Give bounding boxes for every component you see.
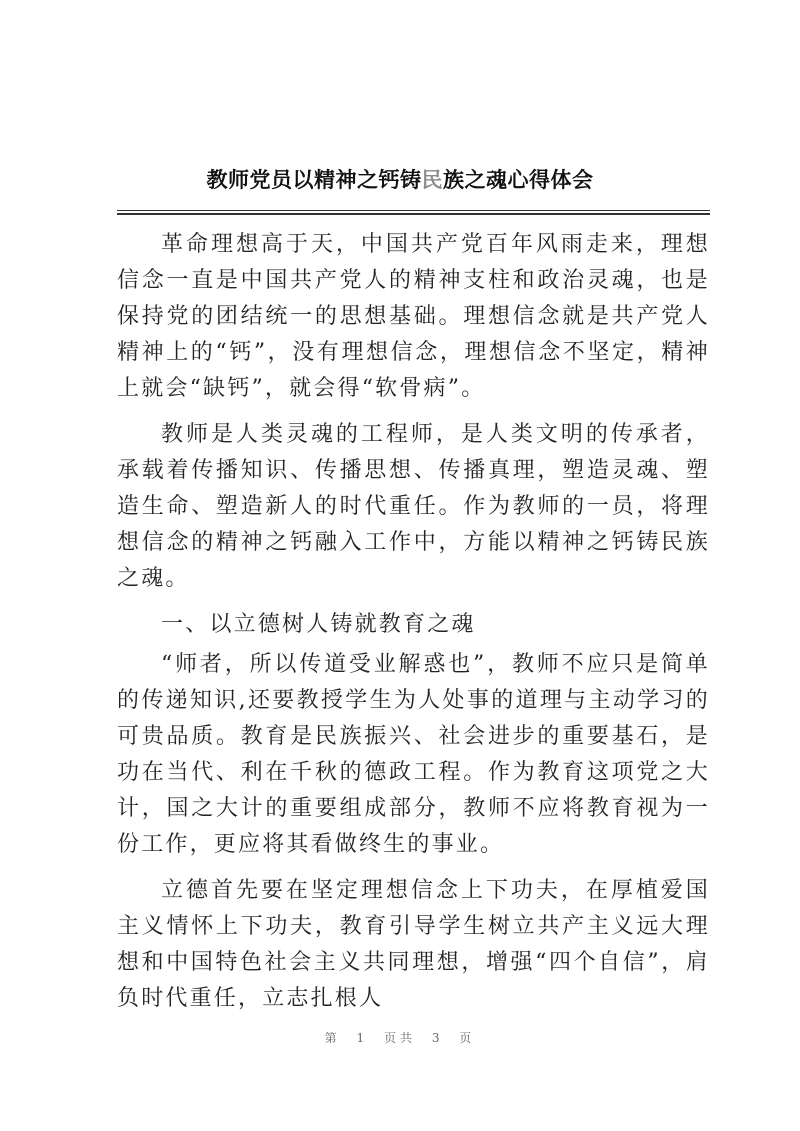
paragraph-4: 立德首先要在坚定理想信念上下功夫，在厚植爱国主义情怀上下功夫，教育引导学生树立共产主义远大理想和中国特色社会主义共同理想，增强“四个自信”，肩负时代重任，立志扎根人 [117, 878, 710, 1011]
footer-total-pages: 3 [431, 1031, 444, 1045]
document-body [117, 227, 710, 1027]
document-title [0, 164, 800, 194]
page-footer [0, 1029, 800, 1046]
paragraph-2: 教师是人类灵魂的工程师，是人类文明的传承者，承载着传播知识、传播思想、传播真理，塑造灵魂、塑造生命、塑造新人的时代重任。作为教师的一员，将理想信念的精神之钙融入工作中，方能以精神之钙铸民族之魂。 [117, 422, 710, 591]
title-part-2: 族之魂心得体会 [443, 168, 594, 192]
footer-middle: 页共 [383, 1031, 416, 1045]
paragraph-1: 革命理想高于天，中国共产党百年风雨走来，理想信念一直是中国共产党人的精神支柱和政治灵魂，也是保持党的团结统一的思想基础。理想信念就是共产党人精神上的“钙”，没有理想信念，理想信念不坚定，精神上就会“缺钙”，就会得“软骨病”。 [117, 232, 710, 401]
section-heading-1: 一、以立德树人铸就教育之魂 [161, 612, 476, 637]
footer-prefix: 第 [324, 1031, 341, 1045]
paragraph-3: “师者，所以传道受业解惑也”，教师不应只是简单的传递知识,还要教授学生为人处事的道理与主动学习的可贵品质。教育是民族振兴、社会进步的重要基石，是功在当代、利在千秋的德政工程。作为教育这项党之大计，国之大计的重要组成部分，教师不应将教育视为一份工作，更应将其看做终生的事业。 [117, 652, 710, 857]
title-highlight: 民 [421, 168, 443, 192]
title-divider [117, 210, 710, 215]
title-part-1: 教师党员以精神之钙铸 [206, 168, 422, 192]
footer-current-page: 1 [356, 1031, 369, 1045]
footer-suffix: 页 [459, 1031, 476, 1045]
